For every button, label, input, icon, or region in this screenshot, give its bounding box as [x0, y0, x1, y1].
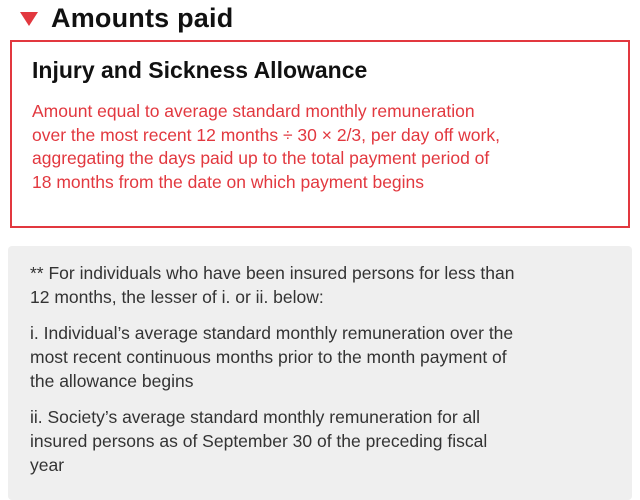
allowance-box: [10, 40, 630, 228]
note-item-ii: [30, 405, 487, 477]
section-title: Amounts paid: [51, 2, 234, 33]
note-item-i-line: the allowance begins: [30, 371, 194, 391]
triangle-down-icon: [20, 12, 38, 26]
note-intro-line: 12 months, the lesser of i. or ii. below:: [30, 287, 324, 307]
note-item-ii-line: year: [30, 455, 65, 475]
note-item-i-line: most recent continuous months prior to the month payment of: [30, 347, 507, 367]
note-item-ii-line: ii. Society’s average standard monthly remuneration for all: [30, 407, 481, 427]
allowance-description-line: aggregating the days paid up to the total payment period of: [32, 148, 490, 168]
allowance-description-line: 18 months from the date on which payment begins: [32, 171, 425, 192]
note-item-i: [30, 321, 513, 393]
allowance-description-line: Amount equal to average standard monthly remuneration: [32, 101, 475, 121]
allowance-title: Injury and Sickness Allowance: [32, 57, 368, 83]
note-intro: [30, 261, 514, 309]
note-item-i-line: i. Individual’s average standard monthly remuneration over the: [30, 323, 514, 343]
note-intro-line: ** For individuals who have been insured persons for less than: [30, 263, 515, 283]
allowance-description: [32, 100, 500, 194]
allowance-description-line: over the most recent 12 months ÷ 30 × 2/3, per day off work,: [32, 124, 500, 145]
note-item-ii-line: insured persons as of September 30 of the preceding fiscal: [30, 431, 488, 451]
note-box: [8, 246, 632, 500]
section-header: [20, 3, 233, 33]
